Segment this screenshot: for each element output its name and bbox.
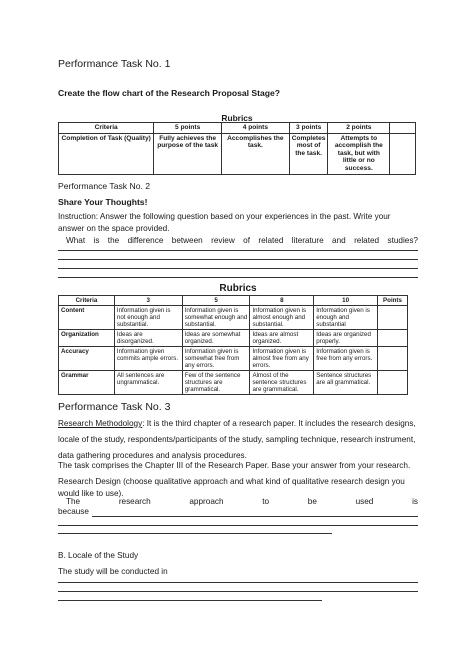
task3-task-text: The task comprises the Chapter III of the Research Paper. Base your answer from your research.	[58, 461, 411, 470]
answer-line	[58, 525, 418, 526]
sentence-word: is	[412, 497, 418, 506]
table-cell: Information given is somewhat enough and substantial.	[182, 306, 250, 330]
task2-rubric-table	[58, 295, 408, 395]
table-header-cell: Points	[378, 296, 408, 306]
task1-rubrics-title: Rubrics	[221, 113, 253, 123]
table-cell	[378, 330, 408, 347]
table-header-row	[59, 296, 408, 306]
table-cell: Information given is enough and substantial	[314, 306, 378, 330]
table-cell: Almost of the sentence structures are grammatical.	[250, 371, 314, 395]
table-row	[59, 306, 408, 330]
task1-title: Performance Task No. 1	[58, 58, 171, 70]
table-cell	[390, 133, 416, 174]
task2-subtitle: Share Your Thoughts!	[58, 197, 148, 207]
table-cell: Accuracy	[59, 347, 115, 371]
table-cell: Completes most of the task.	[289, 133, 328, 174]
table-cell: Attempts to accomplish the task, but with little or no success.	[328, 133, 390, 174]
because-label: because	[58, 507, 89, 516]
table-header-cell: Criteria	[59, 296, 115, 306]
table-cell: Few of the sentence structures are grammatical.	[182, 371, 250, 395]
answer-line	[58, 277, 418, 278]
sentence-word: research	[118, 497, 151, 506]
task2-title: Performance Task No. 2	[58, 181, 151, 191]
table-header-cell: 10	[314, 296, 378, 306]
table-cell: Information given commits ample errors.	[114, 347, 182, 371]
table-header-cell: 3 points	[289, 123, 328, 134]
answer-line	[58, 250, 418, 251]
table-cell: Information given is somewhat free from any errors.	[182, 347, 250, 371]
table-cell: All sentences are ungrammatical.	[114, 371, 182, 395]
answer-line	[58, 600, 322, 601]
table-cell: Ideas are disorganized.	[114, 330, 182, 347]
table-header-cell: Criteria	[59, 123, 154, 134]
table-cell	[378, 371, 408, 395]
table-header-cell: 5 points	[154, 123, 222, 134]
table-cell: Accomplishes the task.	[221, 133, 289, 174]
answer-line	[58, 533, 332, 534]
table-cell: Organization	[59, 330, 115, 347]
table-row	[59, 133, 416, 174]
table-header-cell: 3	[114, 296, 182, 306]
table-header-cell: 5	[182, 296, 250, 306]
table-cell: Ideas are almost organized.	[250, 330, 314, 347]
table-header-cell	[390, 123, 416, 134]
task3-title: Performance Task No. 3	[58, 401, 171, 413]
answer-line	[58, 582, 418, 583]
sentence-word: used	[355, 497, 374, 506]
table-cell: Ideas are somewhat organized.	[182, 330, 250, 347]
table-row	[59, 347, 408, 371]
table-header-cell: 2 points	[328, 123, 390, 134]
table-row	[59, 330, 408, 347]
table-cell: Information given is almost free from any errors.	[250, 347, 314, 371]
sentence-word: to	[262, 497, 270, 506]
sentence-word: be	[307, 497, 317, 506]
table-cell: Grammar	[59, 371, 115, 395]
sentence-word: approach	[189, 497, 224, 506]
table-cell: Content	[59, 306, 115, 330]
table-row	[59, 371, 408, 395]
table-header-row	[59, 123, 416, 134]
table-header-cell: 8	[250, 296, 314, 306]
table-cell: Sentence structures are all grammatical.	[314, 371, 378, 395]
task3-because-sentence	[66, 496, 418, 508]
sentence-word: The	[66, 497, 81, 506]
methodology-text: : It is the third chapter of a research paper. It includes the research designs, locale of the study, respondents/participants of the study, sampling technique, research instrument, data gathering procedures and analysis procedures.	[58, 419, 416, 460]
task3-methodology-paragraph	[58, 416, 420, 464]
table-cell	[378, 347, 408, 371]
answer-line	[92, 516, 418, 517]
methodology-label: Research Methodology	[58, 419, 143, 428]
task2-rubrics-title: Rubrics	[219, 283, 257, 294]
table-cell: Information given is not enough and substantial.	[114, 306, 182, 330]
table-cell: Ideas are organized properly.	[314, 330, 378, 347]
table-cell	[378, 306, 408, 330]
task3-design-text: Research Design (choose qualitative approach and what kind of qualitative research design you would like to use).	[58, 477, 405, 498]
task2-instruction: Instruction: Answer the following question based on your experiences in the past. Write your answer on the space provided.	[58, 212, 391, 233]
table-header-cell: 4 points	[221, 123, 289, 134]
locale-text: The study will be conducted in	[58, 567, 168, 576]
answer-line	[58, 259, 418, 260]
table-cell: Information given is free from any errors.	[314, 347, 378, 371]
answer-line	[58, 591, 418, 592]
task2-question: What is the difference between review of related literature and related studies?	[66, 236, 418, 245]
table-cell: Completion of Task (Quality)	[59, 133, 154, 174]
locale-title: B. Locale of the Study	[58, 551, 139, 560]
table-cell: Information given is almost enough and substantial.	[250, 306, 314, 330]
table-cell: Fully achieves the purpose of the task	[154, 133, 222, 174]
answer-line	[58, 268, 418, 269]
task1-question: Create the flow chart of the Research Proposal Stage?	[58, 88, 281, 98]
task1-rubric-table	[58, 122, 416, 175]
